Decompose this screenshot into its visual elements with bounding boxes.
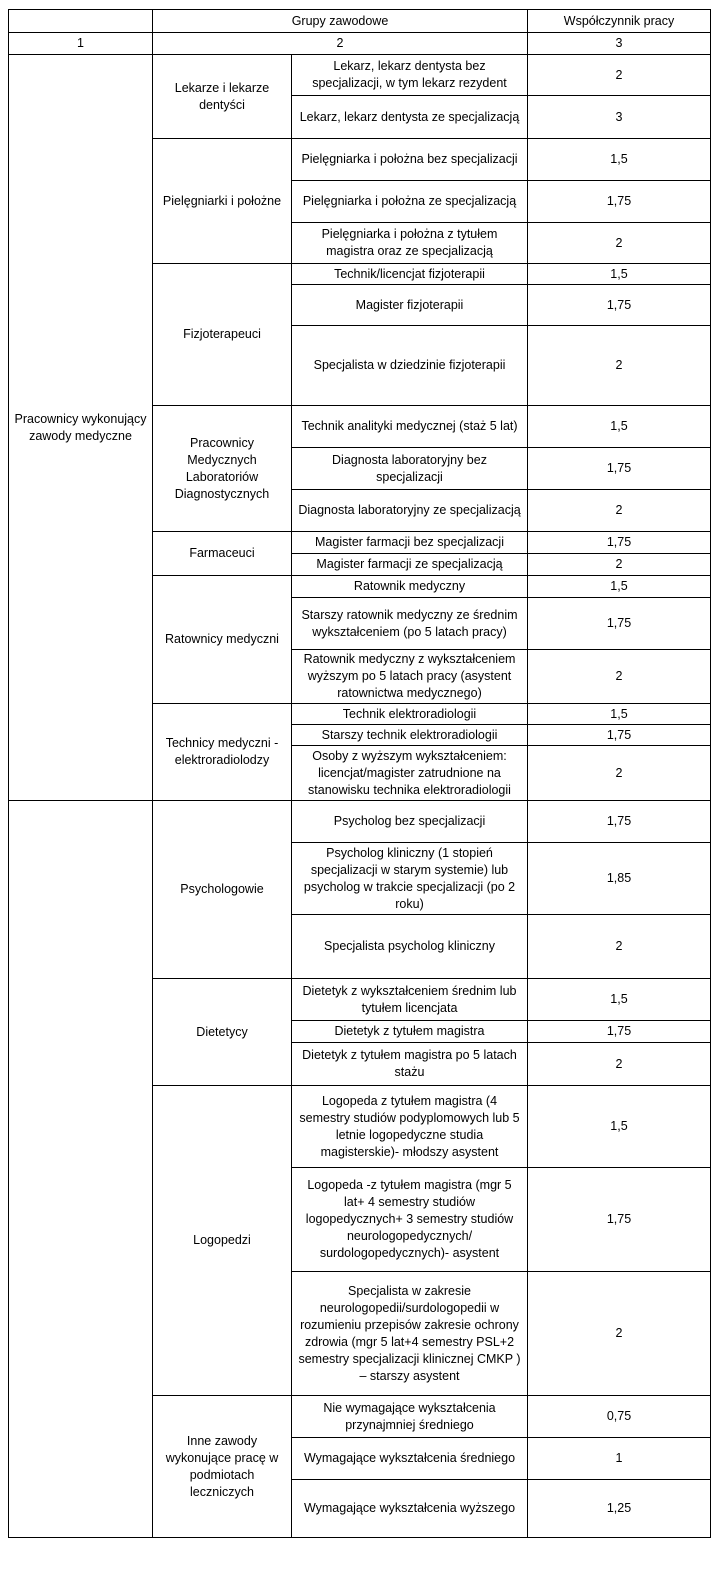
coefficient-value: 2 xyxy=(528,490,711,532)
coefficient-value: 1,75 xyxy=(528,801,711,843)
column-number-2: 2 xyxy=(153,33,528,55)
group-name: Dietetycy xyxy=(153,979,292,1086)
coefficient-value: 2 xyxy=(528,326,711,406)
group-name: Farmaceuci xyxy=(153,532,292,576)
job-description: Logopeda -z tytułem magistra (mgr 5 lat+ 4 semestry studiów logopedycznych+ 3 semestry studiów neurologopedycznych/ surdologopedycznych)- asystent xyxy=(292,1168,528,1272)
section-label xyxy=(9,801,153,1538)
group-name: Fizjoterapeuci xyxy=(153,264,292,406)
job-description: Diagnosta laboratoryjny ze specjalizacją xyxy=(292,490,528,532)
coefficient-value: 1,75 xyxy=(528,598,711,650)
coefficient-value: 1,25 xyxy=(528,1480,711,1538)
job-description: Psycholog kliniczny (1 stopień specjalizacji w starym systemie) lub psycholog w trakcie specjalizacji (po 2 roku) xyxy=(292,843,528,915)
coefficient-value: 2 xyxy=(528,1272,711,1396)
coefficient-value: 0,75 xyxy=(528,1396,711,1438)
coefficient-value: 3 xyxy=(528,96,711,139)
table-row xyxy=(9,801,711,843)
job-description: Diagnosta laboratoryjny bez specjalizacji xyxy=(292,448,528,490)
coefficient-value: 2 xyxy=(528,650,711,704)
section-label: Pracownicy wykonujący zawody medyczne xyxy=(9,55,153,801)
group-name: Pracownicy Medycznych Laboratoriów Diagnostycznych xyxy=(153,406,292,532)
coefficient-table xyxy=(8,9,711,1538)
job-description: Starszy ratownik medyczny ze średnim wykształceniem (po 5 latach pracy) xyxy=(292,598,528,650)
coefficient-value: 1,5 xyxy=(528,704,711,725)
job-description: Specjalista w zakresie neurologopedii/surdologopedii w rozumieniu przepisów zakresie ochrony zdrowia (mgr 5 lat+4 semestry PSL+2 semestry specjalizacji klinicznej CMKP ) – starszy asystent xyxy=(292,1272,528,1396)
group-name: Technicy medyczni - elektroradiolodzy xyxy=(153,704,292,801)
job-description: Pielęgniarka i położna ze specjalizacją xyxy=(292,181,528,223)
job-description: Specjalista w dziedzinie fizjoterapii xyxy=(292,326,528,406)
coefficient-value: 2 xyxy=(528,746,711,801)
coefficient-value: 2 xyxy=(528,55,711,96)
coefficient-value: 1,5 xyxy=(528,576,711,598)
header-empty-cell xyxy=(9,10,153,33)
coefficient-value: 1,75 xyxy=(528,1021,711,1043)
job-description: Magister farmacji ze specjalizacją xyxy=(292,554,528,576)
job-description: Ratownik medyczny xyxy=(292,576,528,598)
job-description: Specjalista psycholog kliniczny xyxy=(292,915,528,979)
job-description: Technik/licencjat fizjoterapii xyxy=(292,264,528,285)
job-description: Pielęgniarka i położna bez specjalizacji xyxy=(292,139,528,181)
job-description: Pielęgniarka i położna z tytułem magistra oraz ze specjalizacją xyxy=(292,223,528,264)
coefficient-value: 1,75 xyxy=(528,448,711,490)
coefficient-value: 2 xyxy=(528,1043,711,1086)
group-name: Psychologowie xyxy=(153,801,292,979)
coefficient-value: 1,5 xyxy=(528,1086,711,1168)
column-number-1: 1 xyxy=(9,33,153,55)
coefficient-value: 1,5 xyxy=(528,406,711,448)
coefficient-value: 1,75 xyxy=(528,532,711,554)
group-name: Pielęgniarki i położne xyxy=(153,139,292,264)
column-number-3: 3 xyxy=(528,33,711,55)
job-description: Starszy technik elektroradiologii xyxy=(292,725,528,746)
job-description: Osoby z wyższym wykształceniem: licencjat/magister zatrudnione na stanowisku technika elektroradiologii xyxy=(292,746,528,801)
coefficient-value: 1,5 xyxy=(528,979,711,1021)
header-groups: Grupy zawodowe xyxy=(153,10,528,33)
job-description: Wymagające wykształcenia wyższego xyxy=(292,1480,528,1538)
coefficient-value: 2 xyxy=(528,223,711,264)
table-row xyxy=(9,55,711,96)
job-description: Dietetyk z tytułem magistra po 5 latach stażu xyxy=(292,1043,528,1086)
job-description: Dietetyk z tytułem magistra xyxy=(292,1021,528,1043)
coefficient-value: 1,75 xyxy=(528,181,711,223)
job-description: Technik elektroradiologii xyxy=(292,704,528,725)
group-name: Logopedzi xyxy=(153,1086,292,1396)
coefficient-value: 1,85 xyxy=(528,843,711,915)
coefficient-value: 2 xyxy=(528,554,711,576)
job-description: Technik analityki medycznej (staż 5 lat) xyxy=(292,406,528,448)
coefficient-value: 1 xyxy=(528,1438,711,1480)
header-coefficient: Współczynnik pracy xyxy=(528,10,711,33)
job-description: Nie wymagające wykształcenia przynajmniej średniego xyxy=(292,1396,528,1438)
group-name: Ratownicy medyczni xyxy=(153,576,292,704)
job-description: Logopeda z tytułem magistra (4 semestry studiów podyplomowych lub 5 letnie logopedyczne studia magisterskie)- młodszy asystent xyxy=(292,1086,528,1168)
job-description: Dietetyk z wykształceniem średnim lub tytułem licencjata xyxy=(292,979,528,1021)
job-description: Psycholog bez specjalizacji xyxy=(292,801,528,843)
job-description: Lekarz, lekarz dentysta ze specjalizacją xyxy=(292,96,528,139)
job-description: Magister fizjoterapii xyxy=(292,285,528,326)
coefficient-value: 1,75 xyxy=(528,725,711,746)
group-name: Lekarze i lekarze dentyści xyxy=(153,55,292,139)
job-description: Lekarz, lekarz dentysta bez specjalizacji, w tym lekarz rezydent xyxy=(292,55,528,96)
job-description: Wymagające wykształcenia średniego xyxy=(292,1438,528,1480)
coefficient-value: 2 xyxy=(528,915,711,979)
coefficient-value: 1,5 xyxy=(528,139,711,181)
coefficient-value: 1,5 xyxy=(528,264,711,285)
coefficient-value: 1,75 xyxy=(528,1168,711,1272)
group-name: Inne zawody wykonujące pracę w podmiotach leczniczych xyxy=(153,1396,292,1538)
job-description: Ratownik medyczny z wykształceniem wyższym po 5 latach pracy (asystent ratownictwa medycznego) xyxy=(292,650,528,704)
job-description: Magister farmacji bez specjalizacji xyxy=(292,532,528,554)
coefficient-value: 1,75 xyxy=(528,285,711,326)
